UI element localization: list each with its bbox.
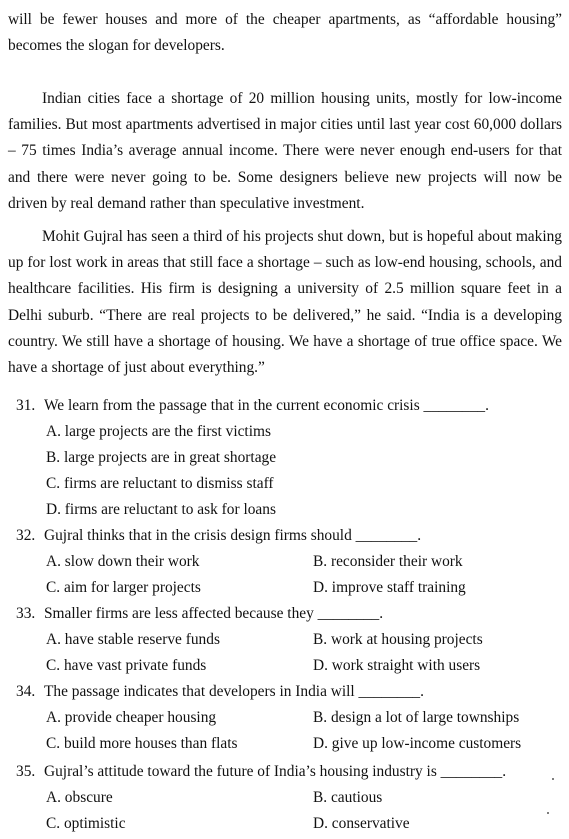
option-35-a: A. obscure [46, 789, 113, 806]
question-number: 34. [16, 683, 36, 700]
passage-paragraph-2: Indian cities face a shortage of 20 million housing units, mostly for low-income families. But most apartments advertised in major cities until last year cost 60,000 dollars – 75 times India’s average annual income. There were never enough end-users for that and there were never going to be. Some designers believe new projects will now be driven by real demand rather than speculative investment. [8, 90, 562, 212]
passage-paragraph-3: Mohit Gujral has seen a third of his projects shut down, but is hopeful about making up for lost work in areas that still face a shortage – such as low-end housing, schools, and healthcare facilities. His firm is designing a university of 2.5 million square feet in a Delhi suburb. “There are real projects to be delivered,” he said. “India is a developing country. We still have a shortage of housing. We have a shortage of true office space. We have a shortage of just about everything.” [8, 228, 562, 377]
option-34-a: A. provide cheaper housing [46, 709, 217, 726]
option-32-a: A. slow down their work [46, 553, 200, 570]
option-34-d: D. give up low-income customers [313, 735, 522, 752]
option-32-d: D. improve staff training [313, 579, 466, 596]
option-31-c: C. firms are reluctant to dismiss staff [46, 475, 274, 492]
question-number: 35. [16, 763, 36, 780]
question-stem: Smaller firms are less affected because they ________. [44, 605, 384, 622]
question-number: 33. [16, 605, 36, 622]
option-35-b: B. cautious [313, 789, 383, 806]
question-stem: The passage indicates that developers in India will ________. [44, 683, 424, 700]
scan-speck [547, 812, 549, 814]
question-stem: We learn from the passage that in the current economic crisis ________. [44, 397, 489, 414]
question-32 [16, 523, 561, 549]
option-31-b: B. large projects are in great shortage [46, 449, 277, 466]
option-35-d: D. conservative [313, 815, 410, 832]
option-33-c: C. have vast private funds [46, 657, 207, 674]
option-34-b: B. design a lot of large townships [313, 709, 520, 726]
option-31-a: A. large projects are the first victims [46, 423, 271, 440]
option-33-b: B. work at housing projects [313, 631, 483, 648]
option-34-c: C. build more houses than flats [46, 735, 238, 752]
option-32-b: B. reconsider their work [313, 553, 463, 570]
question-number: 32. [16, 527, 36, 544]
option-33-a: A. have stable reserve funds [46, 631, 220, 648]
scan-speck [552, 778, 554, 780]
passage-paragraph-1: will be fewer houses and more of the cheaper apartments, as “affordable housing” becomes the slogan for developers. [8, 11, 562, 55]
question-35 [16, 759, 561, 785]
option-33-d: D. work straight with users [313, 657, 481, 674]
question-number: 31. [16, 397, 36, 414]
question-33 [16, 601, 561, 627]
question-31 [16, 393, 561, 419]
option-35-c: C. optimistic [46, 815, 126, 832]
question-34 [16, 679, 561, 705]
question-stem: Gujral’s attitude toward the future of India’s housing industry is ________. [44, 763, 507, 780]
option-32-c: C. aim for larger projects [46, 579, 201, 596]
question-stem: Gujral thinks that in the crisis design firms should ________. [44, 527, 422, 544]
option-31-d: D. firms are reluctant to ask for loans [46, 501, 276, 518]
